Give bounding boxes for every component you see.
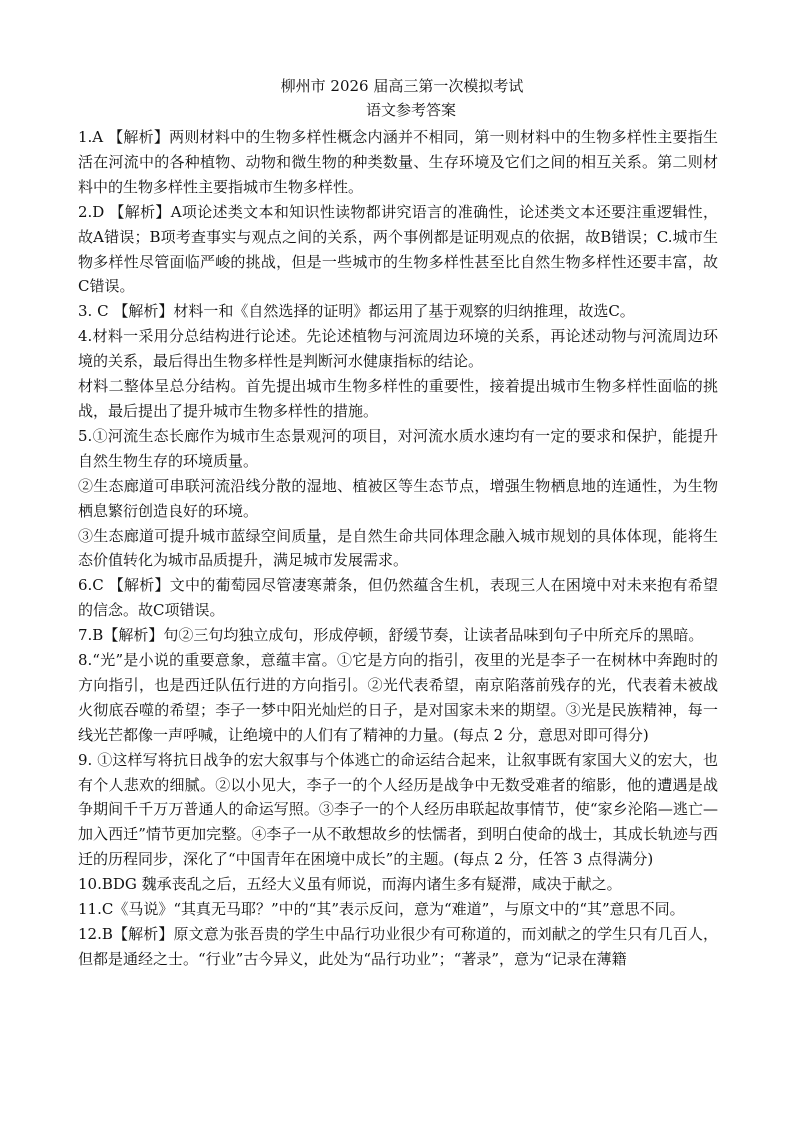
answer-5-point-3: ③生态廊道可提升城市蓝绿空间质量，是自然生命共同体理念融入城市规划的具体体现，能将生态价值转化为城市品质提升，满足城市发展需求。: [78, 526, 718, 570]
answer-5-point-2: ②生态廊道可串联河流沿线分散的湿地、植被区等生态节点，增强生物栖息地的连通性，为生物栖息繁衍创造良好的环境。: [78, 476, 718, 520]
answer-11: 11.C《马说》“其真无马耶？”中的“其”表示反问，意为“难道”，与原文中的“其”意思不同。: [78, 900, 685, 919]
answer-3: 3. C 【解析】材料一和《自然选择的证明》都运用了基于观察的归纳推理，故选C。: [78, 302, 635, 321]
answer-5-point-1: 5.①河流生态长廊作为城市生态景观河的项目，对河流水质水速均有一定的要求和保护，能提升自然生物生存的环境质量。: [78, 426, 718, 470]
answer-2: 2.D 【解析】A项论述类文本和知识性读物都讲究语言的准确性，论述类文本还要注重逻辑性，故A错误；B项考查事实与观点之间的关系，两个事例都是证明观点的依据，故B错误；C.城市生物多样性尽管面临严峻的挑战，但是一些城市的生物多样性甚至比自然生物多样性还要丰富，故C错误。: [78, 202, 718, 296]
answers-body: [78, 125, 718, 972]
answer-4-part-2: 材料二整体呈总分结构。首先提出城市生物多样性的重要性，接着提出城市生物多样性面临的挑战，最后提出了提升城市生物多样性的措施。: [78, 377, 718, 420]
answer-9: 9. ①这样写将抗日战争的宏大叙事与个体逃亡的命运结合起来，让叙事既有家国大义的宏大，也有个人悲欢的细腻。②以小见大，李子一的个人经历是战争中无数受难者的缩影，他的遭遇是战争期间千千万万普通人的命运写照。③李子一的个人经历串联起故事情节，使“家乡沦陷—逃亡—加入西迁”情节更加完整。④李子一从不敢想故乡的怯懦者，到明白使命的战士，其成长轨迹与西迁的历程同步，深化了“中国青年在困境中成长”的主题。(每点 2 分，任答 3 点得满分): [78, 750, 718, 869]
answer-1: 1.A 【解析】两则材料中的生物多样性概念内涵并不相同，第一则材料中的生物多样性主要指生活在河流中的各种植物、动物和微生物的种类数量、生存环境及它们之间的相互关系。第二则材料中的生物多样性主要指城市生物多样性。: [78, 128, 718, 196]
document-subtitle: 语文参考答案: [365, 101, 456, 119]
answer-8: 8.“光”是小说的重要意象，意蕴丰富。①它是方向的指引，夜里的光是李子一在树林中奔跑时的方向指引，也是西迁队伍行进的方向指引。②光代表希望，南京陷落前残存的光，代表着未被战火彻底吞噬的希望；李子一梦中阳光灿烂的日子，是对国家未来的期望。③光是民族精神，每一线光芒都像一声呼喊，让绝境中的人们有了精神的力量。(每点 2 分，意思对即可得分): [78, 651, 718, 744]
answer-4-part-1: 4.材料一采用分总结构进行论述。先论述植物与河流周边环境的关系，再论述动物与河流周边环境的关系，最后得出生物多样性是判断河水健康指标的结论。: [78, 327, 718, 371]
answer-10: 10.BDG 魏承丧乱之后，五经大义虽有师说，而海内诸生多有疑滞，咸决于献之。: [78, 875, 622, 894]
answer-sheet-page: [78, 74, 718, 972]
answer-6: 6.C 【解析】文中的葡萄园尽管凄寒萧条，但仍然蕴含生机，表现三人在困境中对未来抱有希望的信念。故C项错误。: [78, 576, 718, 620]
answer-12: 12.B【解析】原文意为张吾贵的学生中品行功业很少有可称道的，而刘献之的学生只有几百人，但都是通经之士。“行业”古今异义，此处为“品行功业”；“著录”，意为“记录在薄籍: [78, 925, 718, 968]
document-title: 柳州市 2026 届高三第一次模拟考试: [280, 77, 524, 95]
answer-7: 7.B【解析】句②三句均独立成句，形成停顿，舒缓节奏，让读者品味到句子中所充斥的黑暗。: [78, 626, 704, 645]
